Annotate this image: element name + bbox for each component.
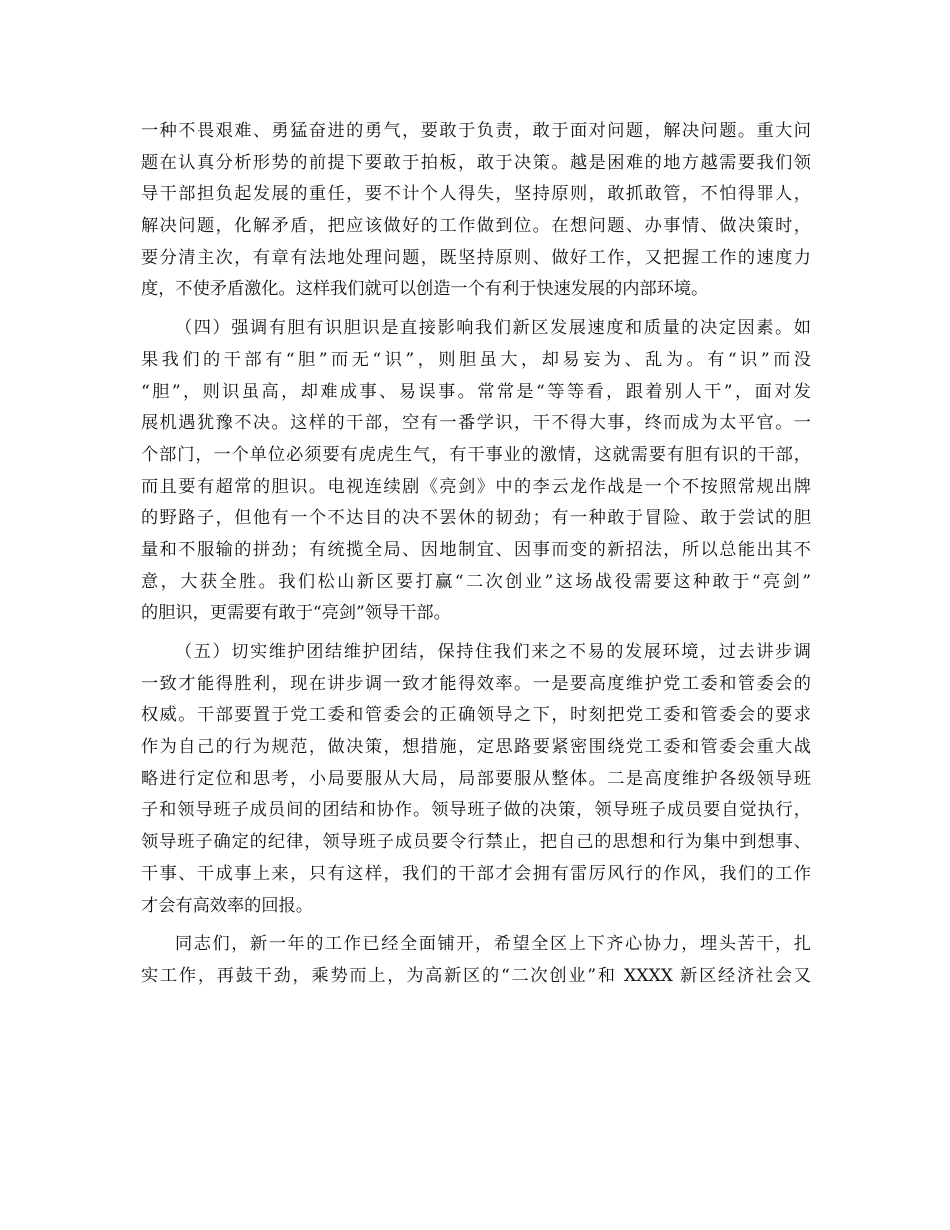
text-line: 要分清主次，有章有法地处理问题，既坚持原则、做好工作，又把握工作的速度力 [141,247,811,268]
text-line: 子和领导班子成员间的团结和协作。领导班子做的决策，领导班子成员要自觉执行， [141,800,811,821]
paragraph-continuation [141,116,811,306]
text-line: 权威。干部要置于党工委和管委会的正确领导之下，时刻把党工委和管委会的要求 [141,705,811,726]
text-line: 同志们，新一年的工作已经全面铺开，希望全区上下齐心协力，埋头苦干，扎 [175,934,811,955]
paragraph-spacer [141,630,811,637]
text-line: （五）切实维护团结维护团结，保持住我们来之不易的发展环境，过去讲步调 [175,642,811,662]
document-body [141,116,811,993]
text-line: 才会有高效率的回报。 [141,895,313,916]
text-line: 实工作，再鼓干劲，乘势而上，为高新区的“二次创业”和 XXXX 新区经济社会又 [141,965,811,986]
text-line: 略进行定位和思考，小局要服从大局，局部要服从整体。二是高度维护各级领导班 [141,768,811,789]
text-line: 的胆识，更需要有敢于“亮剑”领导干部。 [141,603,451,624]
text-line: 作为自己的行为规范，做决策，想措施，定思路要紧密围绕党工委和管委会重大战 [141,737,811,758]
text-line: 果我们的干部有“胆”而无“识”，则胆虽大，却易妄为、乱为。有“识”而没 [141,349,811,370]
text-line: 量和不服输的拼劲；有统揽全局、因地制宜、因事而变的新招法，所以总能出其不 [141,539,811,560]
text-line: 题在认真分析形势的前提下要敢于拍板，敢于决策。越是困难的地方越需要我们领 [141,152,811,173]
paragraph-spacer [141,922,811,929]
text-line: 领导班子确定的纪律，领导班子成员要令行禁止，把自己的思想和行为集中到想事、 [141,832,811,853]
text-line: 导干部担负起发展的重任，要不计个人得失，坚持原则，敢抓敢管，不怕得罪人， [141,184,811,205]
text-line: 意，大获全胜。我们松山新区要打赢“二次创业”这场战役需要这种敢于“亮剑” [141,571,811,592]
text-line: 个部门，一个单位必须要有虎虎生气，有干事业的激情，这就需要有胆有识的干部， [141,444,811,465]
text-line: 度，不使矛盾激化。这样我们就可以创造一个有利于快速发展的内部环境。 [141,279,709,300]
paragraph-closing [141,929,811,992]
text-line: 一种不畏艰难、勇猛奋进的勇气，要敢于负责，敢于面对问题，解决问题。重大问 [141,121,811,141]
text-line: 的野路子，但他有一个不达目的决不罢休的韧劲；有一种敢于冒险、敢于尝试的胆 [141,508,811,529]
text-line: 而且要有超常的胆识。电视连续剧《亮剑》中的李云龙作战是一个不按照常规出牌 [141,476,811,497]
paragraph-section-four [141,313,811,630]
text-line: 干事、干成事上来，只有这样，我们的干部才会拥有雷厉风行的作风，我们的工作 [141,863,811,884]
text-line: “胆”，则识虽高，却难成事、易误事。常常是“等等看，跟着别人干”，面对发 [141,381,811,402]
text-line: 解决问题，化解矛盾，把应该做好的工作做到位。在想问题、办事情、做决策时， [141,216,811,237]
paragraph-spacer [141,306,811,313]
text-line: （四）强调有胆有识胆识是直接影响我们新区发展速度和质量的决定因素。如 [175,318,811,339]
text-line: 展机遇犹豫不决。这样的干部，空有一番学识，干不得大事，终而成为太平官。一 [141,413,811,434]
paragraph-section-five [141,637,811,922]
text-line: 一致才能得胜利，现在讲步调一致才能得效率。一是要高度维护党工委和管委会的 [141,673,811,694]
